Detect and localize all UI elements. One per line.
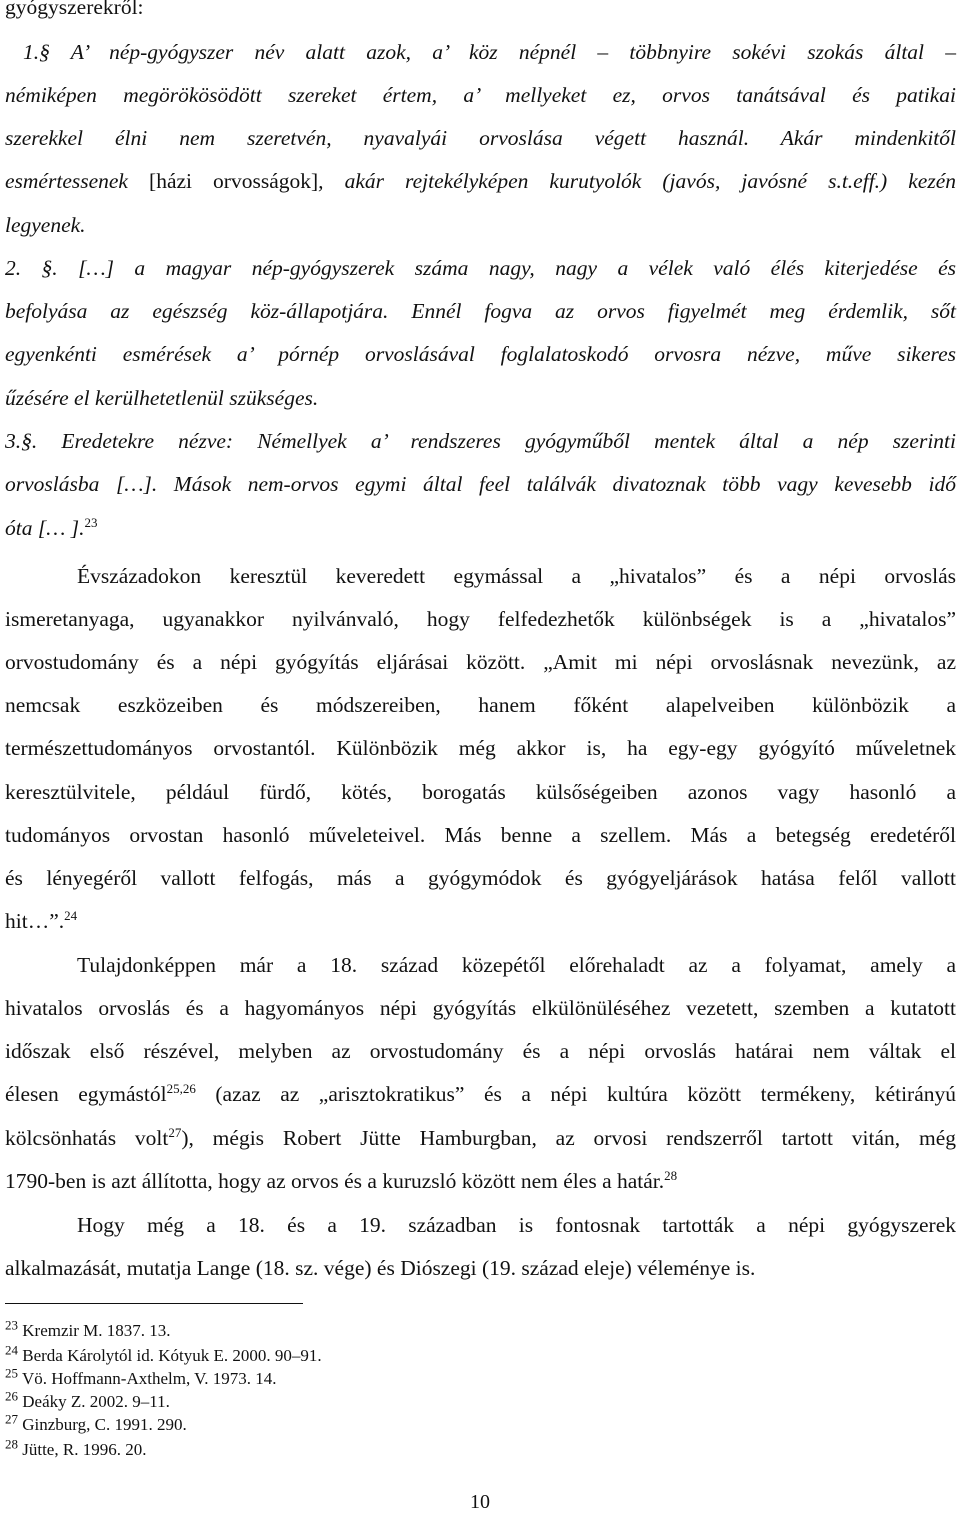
text-line <box>5 864 956 892</box>
line-text: némiképen megörökösödött szereket értem, a’ mellyeket ez, orvos tanátsával és patikai <box>5 83 956 107</box>
line-text: legyenek. <box>5 213 86 237</box>
line-text: gyógyszerekről: <box>5 0 144 19</box>
quote-line <box>5 81 956 109</box>
footnote-number: 24 <box>5 1342 18 1358</box>
line-text: nemcsak eszközeiben és módszereiben, hanem főként alapelveiben különbözik a <box>5 693 956 717</box>
quote-line <box>5 470 956 498</box>
footnote-text: Jütte, R. 1996. 20. <box>22 1440 147 1459</box>
quote-line <box>5 254 956 282</box>
line-text: (azaz az „arisztokratikus” és a népi kultúra között termékeny, kétirányú <box>195 1082 957 1106</box>
line-text: orvoslásba […]. Mások nem-orvos egymi által feel találvák divatoznak több vagy kevesebb idő <box>5 472 956 496</box>
line-text: tudományos orvostan hasonló műveleteivel. Más benne a szellem. Más a betegség eredetéről <box>5 823 956 847</box>
footnote-text: Vö. Hoffmann-Axthelm, V. 1973. 14. <box>21 1369 277 1388</box>
quote-line <box>5 340 956 368</box>
text-line <box>5 0 956 21</box>
footnote-number: 25 <box>5 1365 18 1381</box>
bracketed-insert: [házi orvosságok] <box>149 169 319 193</box>
quote-line <box>5 384 956 412</box>
line-text: időszak első részével, melyben az orvostudomány és a népi orvoslás határai nem váltak el <box>5 1039 956 1063</box>
quote-line <box>5 427 956 455</box>
footnote-text: Deáky Z. 2002. 9–11. <box>22 1392 170 1411</box>
quote-line <box>5 124 956 152</box>
footnote-separator <box>5 1303 303 1304</box>
line-text: orvostudomány és a népi gyógyítás eljárásai között. „Amit mi népi orvoslásnak nevezünk, az <box>5 650 956 674</box>
line-text: 1.§ A’ nép-gyógyszer név alatt azok, a’ köz népnél – többnyire sokévi szokás által – <box>23 40 956 64</box>
footnote <box>5 1365 277 1389</box>
line-text: Hogy még a 18. és a 19. században is fontosnak tartották a népi gyógyszerek <box>77 1213 956 1237</box>
footnote-text: Berda Károlytól id. Kótyuk E. 2000. 90–91. <box>22 1346 322 1365</box>
text-line <box>5 821 956 849</box>
text-line <box>5 778 956 806</box>
text-line <box>5 1254 956 1282</box>
line-text: esmértessenek <box>5 169 150 193</box>
line-text: kölcsönhatás volt <box>5 1126 169 1150</box>
line-text: keresztülvitele, például fürdő, kötés, borogatás külsőségeiben azonos vagy hasonló a <box>5 780 956 804</box>
text-line <box>5 907 956 935</box>
text-line <box>5 648 956 676</box>
quote-line <box>5 297 956 325</box>
footnote <box>5 1317 171 1341</box>
footnote <box>5 1411 187 1435</box>
line-text: , akár rejtekélyképen kurutyolók (javós, javósné s.t.eff.) kezén <box>318 169 956 193</box>
footnote-number: 27 <box>5 1411 18 1427</box>
line-text: 3.§. Eredetekre nézve: Némellyek a’ rendszeres gyógyműből mentek által a nép szerinti <box>5 429 956 453</box>
footnote-text: Kremzir M. 1837. 13. <box>22 1321 171 1340</box>
footnote-ref: 27 <box>168 1124 182 1140</box>
quote-line <box>5 38 956 66</box>
line-text: természettudományos orvostantól. Különbözik még akkor is, ha egy-egy gyógyító műveletnek <box>5 736 956 760</box>
text-line <box>5 1037 956 1065</box>
line-text: befolyása az egészség köz-állapotjára. Ennél fogva az orvos figyelmét meg érdemlik, sőt <box>5 299 956 323</box>
line-text: és lényegéről vallott felfogás, más a gyógymódok és gyógyeljárások hatása felől vallott <box>5 866 956 890</box>
page-number: 10 <box>470 1491 490 1513</box>
text-line <box>5 562 956 590</box>
text-line <box>5 691 956 719</box>
text-line <box>5 1211 956 1239</box>
line-text: Évszázadokon keresztül keveredett egymással a „hivatalos” és a népi orvoslás <box>77 564 956 588</box>
line-text: egyenkénti esmérések a’ pórnép orvoslásával foglalatoskodó orvosra nézve, műve sikeres <box>5 342 956 366</box>
text-line <box>5 605 956 633</box>
footnote <box>5 1342 322 1366</box>
line-text: ismeretanyaga, ugyanakkor nyilvánvaló, hogy felfedezhetők különbségek is a „hivatalos” <box>5 607 956 631</box>
line-text: 2. §. […] a magyar nép-gyógyszerek száma nagy, nagy a vélek való élés kiterjedése és <box>5 256 956 280</box>
line-text: óta [… ]. <box>5 516 85 540</box>
footnote-ref: 24 <box>64 907 78 923</box>
line-text: hit…”. <box>5 909 65 933</box>
footnote-number: 23 <box>5 1317 18 1333</box>
footnote-number: 26 <box>5 1388 18 1404</box>
quote-line <box>5 167 956 195</box>
line-text: hivatalos orvoslás és a hagyományos népi gyógyítás elkülönüléséhez vezetett, szemben a kutatott <box>5 996 956 1020</box>
line-text: ), mégis Robert Jütte Hamburgban, az orvosi rendszerről tartott vitán, még <box>181 1126 956 1150</box>
line-text: űzésére el kerülhetetlenül szükséges. <box>5 386 319 410</box>
text-line <box>5 951 956 979</box>
quote-line <box>5 514 956 542</box>
text-line <box>5 734 956 762</box>
footnote-ref: 23 <box>84 514 98 530</box>
line-text: szerekkel élni nem szeretvén, nyavalyái orvoslása végett használ. Akár mindenkitől <box>5 126 956 150</box>
line-text: élesen egymástól <box>5 1082 167 1106</box>
line-text: alkalmazását, mutatja Lange (18. sz. vége) és Diószegi (19. század eleje) véleménye is. <box>5 1256 756 1280</box>
footnote <box>5 1436 147 1460</box>
line-text: 1790-ben is azt állította, hogy az orvos és a kuruzsló között nem éles a határ. <box>5 1169 665 1193</box>
footnote-ref: 25,26 <box>166 1080 196 1096</box>
footnote-number: 28 <box>5 1436 18 1452</box>
text-line <box>5 1124 956 1152</box>
footnote-text: Ginzburg, C. 1991. 290. <box>22 1415 187 1434</box>
text-line <box>5 994 956 1022</box>
text-line <box>5 1080 956 1108</box>
quote-line <box>5 211 956 239</box>
line-text: Tulajdonképpen már a 18. század közepétől előrehaladt az a folyamat, amely a <box>77 953 956 977</box>
text-line <box>5 1167 956 1195</box>
footnote-ref: 28 <box>664 1167 678 1183</box>
footnote <box>5 1388 170 1412</box>
